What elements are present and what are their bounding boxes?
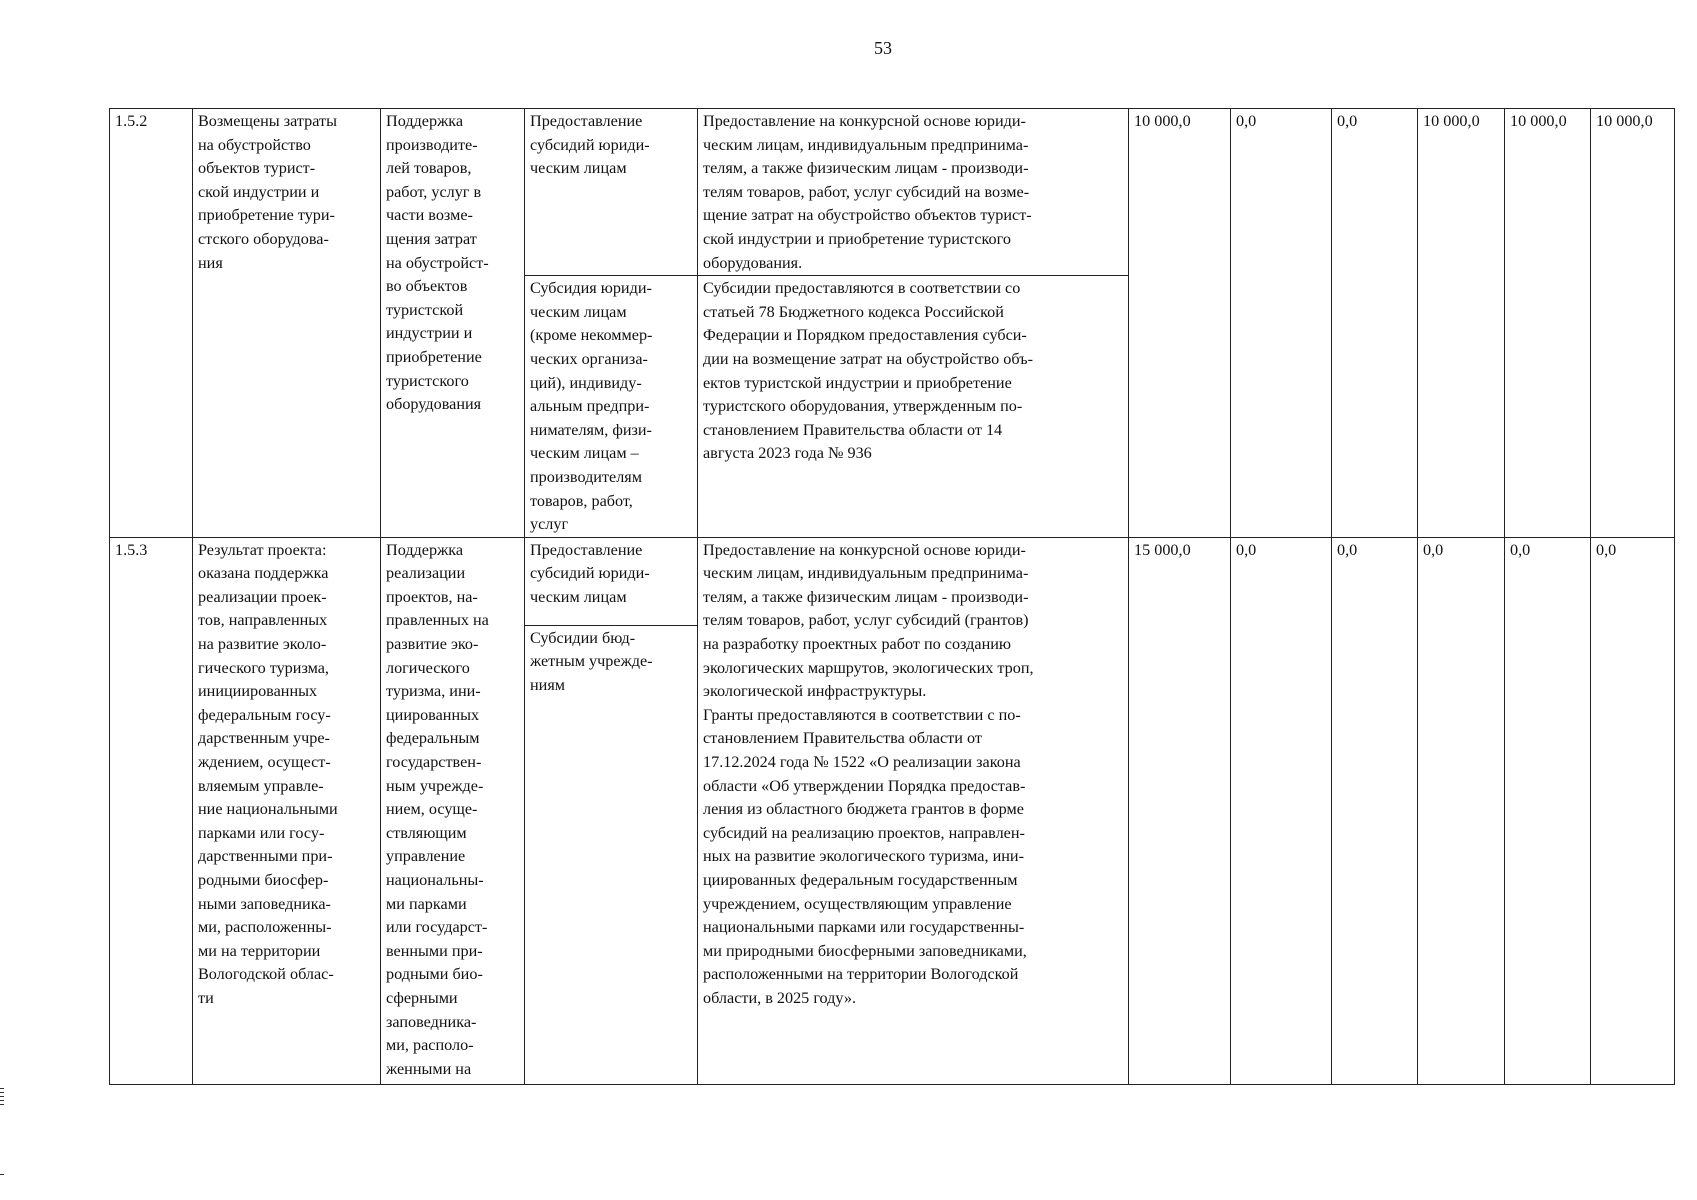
scan-edge-marks [0,1088,6,1188]
text-line: ми парками [386,894,467,913]
text-line: на развитие эколо- [198,635,327,654]
text-line: телям, а также физическим лицам - производи- [703,159,1029,178]
value-cell: 10 000,0 [1591,109,1675,538]
text-line: на обустройство [198,135,311,154]
support-type-cell [525,625,698,1084]
text-line: оборудования. [703,253,803,272]
text-line: Субсидии бюд- [530,628,636,647]
text-line: Предоставление на конкурсной основе юриди- [703,540,1026,559]
text-line: Результат проекта: [198,540,327,559]
text-line: туристского [386,371,469,390]
text-line: заповедника- [386,1012,477,1031]
text-line: расположенными на территории Вологодской [703,965,1019,984]
text-line: производите- [386,135,478,154]
text-line: ектов туристской индустрии и приобретение [703,373,1012,392]
text-line: управление [386,847,466,866]
text-line: альным предпри- [530,397,650,416]
text-line: ния [198,253,223,272]
text-line: Предоставление на конкурсной основе юриди- [703,112,1026,130]
text-line: Федерации и Порядком предоставления субси- [703,326,1027,345]
text-line: ти [198,988,214,1007]
text-line: субсидий на реализацию проектов, направлен- [703,823,1025,842]
text-line: циированных федеральным государственным [703,871,1018,889]
text-line: приобретение тури- [198,206,335,225]
row-number: 1.5.3 [110,537,193,1084]
text-line: нимателям, физи- [530,420,652,439]
text-line: ми природными биосферными заповедниками, [703,941,1027,960]
text-line: тов, направленных [198,611,328,630]
value-cell: 0,0 [1231,537,1332,1084]
support-type-cell [525,276,698,538]
text-line: учреждением, осуществляющим управление [703,894,1012,913]
value-cell: 10 000,0 [1505,109,1591,538]
text-line: ми, расположенны- [198,918,332,937]
text-line: туристского оборудования, утвержденным по- [703,397,1023,416]
text-line: субсидий юриди- [530,135,650,154]
text-line: развитие эко- [386,635,479,654]
text-line: ными заповедника- [198,894,331,913]
text-line: Поддержка [386,540,464,559]
text-line: части возме- [386,206,473,225]
text-line: Субсидия юриди- [530,279,652,298]
description-cell [698,276,1129,538]
text-line: на обустройст- [386,253,489,272]
text-line: федеральным госу- [198,705,331,724]
measure-cell [381,537,525,1084]
text-line: услуг [530,515,569,534]
text-line: ных на развитие экологического туризма, ини- [703,847,1024,866]
text-line: производителям [530,467,642,486]
text-line: объектов турист- [198,159,316,178]
text-line: щения затрат [386,229,477,248]
text-line: Предоставление [530,112,643,130]
text-line: августа 2023 года № 936 [703,444,872,463]
table-row [110,537,1675,625]
text-line: Возмещены затраты [198,112,337,130]
text-line: циированных [386,705,480,724]
text-line: ческим лицам [530,587,627,606]
text-line: ми на территории [198,941,321,960]
text-line: телям товаров, работ, услуг субсидий на возме- [703,182,1030,201]
text-line: оборудования [386,395,482,414]
text-line: нием, осуще- [386,800,478,819]
text-line: области «Об утверждении Порядка предостав- [703,776,1026,795]
text-line: работ, услуг в [386,182,482,201]
text-line: Поддержка [386,112,464,130]
text-line: ние национальными [198,800,338,819]
text-line: ждением, осущест- [198,753,331,772]
text-line: венными при- [386,941,483,960]
text-line: дарственными при- [198,847,333,866]
text-line: национальны- [386,871,484,889]
value-cell: 0,0 [1591,537,1675,1084]
description-cell [698,537,1129,1084]
text-line: реализации [386,564,466,583]
text-line: ской индустрии и [198,182,320,201]
text-line: товаров, работ, [530,491,633,510]
text-line: субсидий юриди- [530,564,650,583]
text-line: ческим лицам [530,159,627,178]
text-line: приобретение [386,347,482,366]
text-line: щение затрат на обустройство объектов турист- [703,206,1032,225]
text-line: экологических маршрутов, экологических троп, [703,658,1034,677]
text-line: сферными [386,988,458,1007]
text-line: области, в 2025 году». [703,988,857,1007]
row-number: 1.5.2 [110,109,193,538]
text-line: родными биосфер- [198,871,329,889]
text-line: статьей 78 Бюджетного кодекса Российской [703,302,1004,321]
text-line: дарственным учре- [198,729,330,748]
text-line: ций), индивиду- [530,373,642,392]
table-row [110,109,1675,276]
value-cell: 10 000,0 [1418,109,1505,538]
text-line: лей товаров, [386,159,472,178]
text-line: вляемым управле- [198,776,324,795]
value-cell: 0,0 [1418,537,1505,1084]
text-line: становлением Правительства области от [703,729,982,748]
text-line: дии на возмещение затрат на обустройство объ- [703,349,1033,368]
text-line: логического [386,658,470,677]
text-line: ным учрежде- [386,776,484,795]
text-line: туризма, ини- [386,682,481,701]
text-line: государствен- [386,753,482,772]
text-line: ниям [530,675,566,694]
value-cell: 0,0 [1505,537,1591,1084]
text-line: ческим лицам, индивидуальным предпринима- [703,135,1029,154]
result-cell [193,109,381,538]
text-line: индустрии и [386,324,473,343]
text-line: Предоставление [530,540,643,559]
measure-cell [381,109,525,538]
text-line: (кроме некоммер- [530,326,653,345]
text-line: родными био- [386,965,483,984]
text-line: Гранты предоставляются в соответствии с по- [703,705,1021,724]
text-line: экологической инфраструктуры. [703,682,927,701]
text-line: Субсидии предоставляются в соответствии со [703,279,1021,298]
text-line: ления из областного бюджета грантов в форме [703,800,1024,819]
value-cell: 0,0 [1332,109,1418,538]
result-cell [193,537,381,1084]
description-cell [698,109,1129,276]
text-line: становлением Правительства области от 14 [703,420,1003,439]
text-line: Вологодской облас- [198,965,334,984]
text-line: жетным учрежде- [530,652,653,671]
text-line: ми, располо- [386,1036,474,1055]
text-line: ческих организа- [530,349,648,368]
value-cell: 0,0 [1231,109,1332,538]
page-number: 53 [874,38,892,58]
text-line: проектов, на- [386,587,478,606]
text-line: гического туризма, [198,658,329,677]
text-line: парками или госу- [198,823,325,842]
text-line: ской индустрии и приобретение туристского [703,229,1011,248]
text-line: туристской [386,300,464,319]
text-line: инициированных [198,682,318,701]
text-line: на разработку проектных работ по созданию [703,635,1011,654]
text-line: или государст- [386,918,488,937]
text-line: правленных на [386,611,489,630]
value-cell: 15 000,0 [1129,537,1231,1084]
text-line: реализации проек- [198,587,327,606]
text-line: ческим лицам [530,302,627,321]
value-cell: 0,0 [1332,537,1418,1084]
text-line: оказана поддержка [198,564,329,583]
text-line: ческим лицам – [530,444,639,463]
text-line: национальными парками или государственны- [703,918,1025,937]
text-line: ческим лицам, индивидуальным предпринима- [703,564,1029,583]
text-line: во объектов [386,277,468,296]
text-line: 17.12.2024 года № 1522 «О реализации закона [703,753,1021,772]
value-cell: 10 000,0 [1129,109,1231,538]
text-line: федеральным [386,729,480,748]
support-type-cell [525,537,698,625]
support-type-cell [525,109,698,276]
text-line: телям товаров, работ, услуг субсидий (грантов) [703,611,1029,630]
text-line: женными на [386,1059,472,1078]
text-line: ствляющим [386,823,467,842]
text-line: телям, а также физическим лицам - производи- [703,587,1029,606]
activities-table [109,108,1675,1085]
text-line: стского оборудова- [198,229,329,248]
